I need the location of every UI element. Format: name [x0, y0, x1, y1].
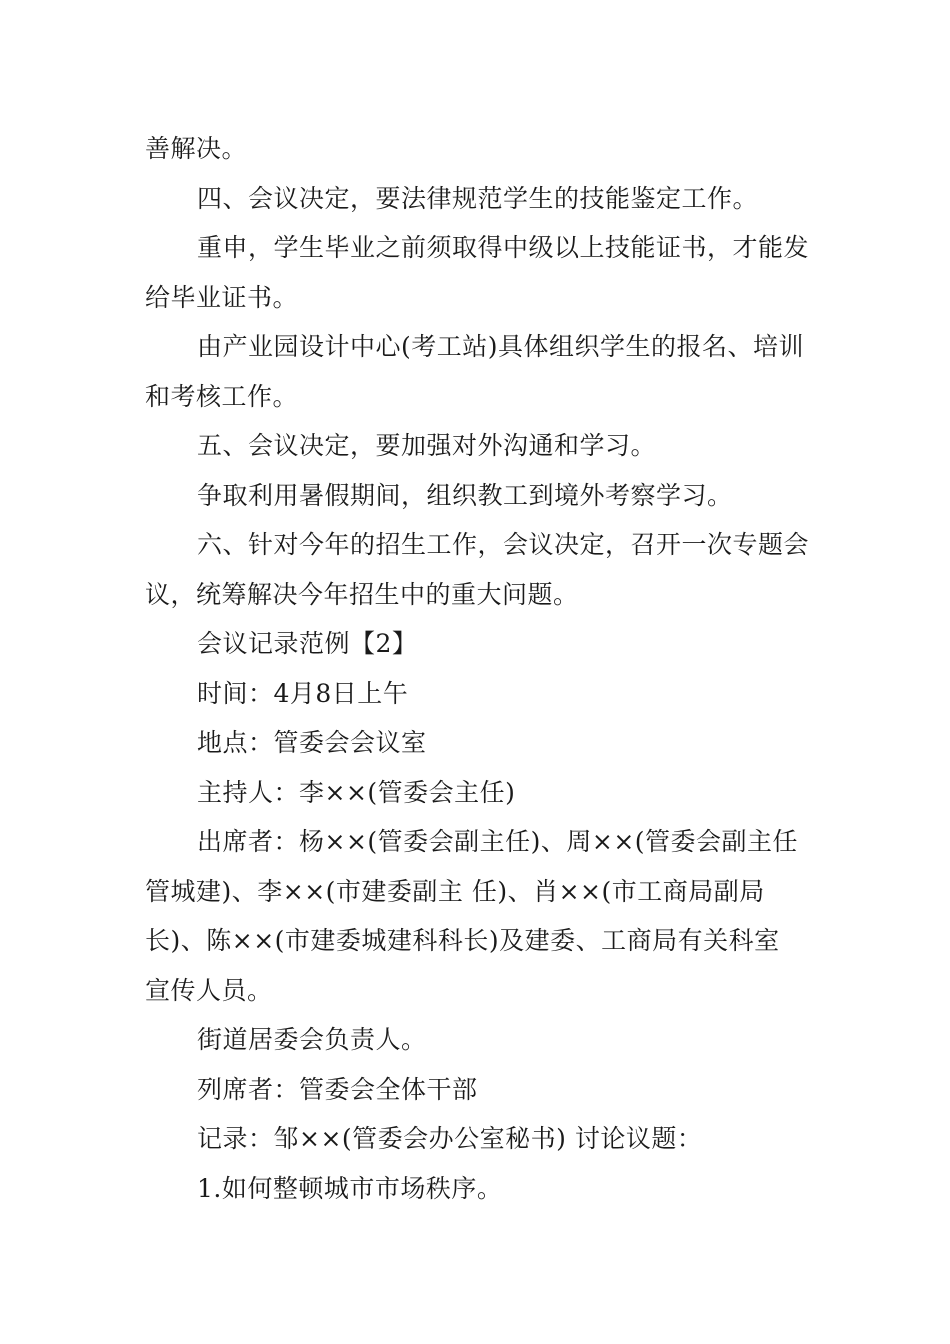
paragraph-item-four: 四、会议决定，要法律规范学生的技能鉴定工作。	[197, 183, 759, 213]
paragraph-continuation: 善解决。	[145, 134, 248, 163]
meeting-community-lead: 街道居委会负责人。	[197, 1025, 427, 1054]
agenda-item-one: 1.如何整顿城市市场秩序。	[197, 1173, 503, 1203]
paragraph-certificate-requirement: 重申，学生毕业之前须取得中级以上技能证书，才能发给毕业证书。	[145, 233, 810, 312]
meeting-observers: 列席者：管委会全体干部	[197, 1074, 478, 1104]
paragraph-item-five: 五、会议决定，要加强对外沟通和学习。	[197, 431, 657, 460]
paragraph-summer-study: 争取利用暑假期间，组织教工到境外考察学习。	[197, 480, 733, 510]
meeting-attendees: 出席者：杨××(管委会副主任)、周××(管委会副主任管城建)、李××(市建委副主 任)、肖××(市工商局副局长)、陈××(市建委城建科科长)及建委、工商局有关科室 宣传人员。	[145, 827, 799, 1005]
section-heading: 会议记录范例【2】	[197, 629, 418, 658]
paragraph-item-six: 六、针对今年的招生工作，会议决定，召开一次专题会议，统筹解决今年招生中的重大问题。	[145, 530, 810, 609]
meeting-time: 时间：4月8日上午	[197, 678, 409, 708]
document-body	[145, 124, 810, 1213]
paragraph-exam-station: 由产业园设计中心(考工站)具体组织学生的报名、培训和考核工作。	[145, 332, 805, 411]
meeting-host: 主持人：李××(管委会主任)	[197, 777, 516, 807]
meeting-recorder: 记录：邹××(管委会办公室秘书) 讨论议题：	[197, 1124, 703, 1153]
meeting-location: 地点：管委会会议室	[197, 728, 427, 757]
